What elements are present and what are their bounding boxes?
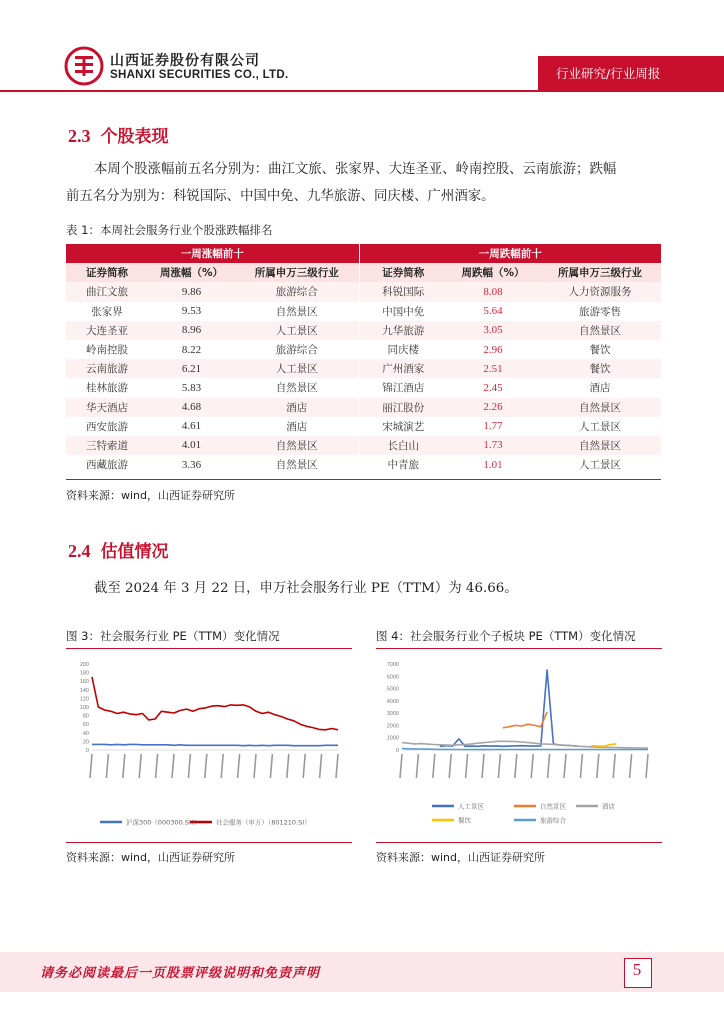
table-cell: 酒店	[235, 417, 359, 436]
x-tick-mark	[466, 754, 468, 778]
section-title-text: 估值情况	[100, 542, 169, 562]
series-line	[92, 744, 338, 745]
x-tick-mark	[564, 754, 566, 778]
y-tick-label: 80	[82, 713, 89, 720]
y-tick-label: 140	[79, 687, 89, 694]
table-cell: 餐饮	[539, 359, 661, 378]
table-cell: 8.08	[447, 282, 539, 301]
company-name-cn: 山西证券股份有限公司	[110, 53, 260, 69]
table-cell: 自然景区	[235, 302, 359, 321]
x-tick-mark	[172, 754, 174, 778]
x-tick-mark	[482, 754, 484, 778]
y-tick-label: 180	[79, 670, 89, 677]
y-tick-label: 120	[79, 696, 89, 703]
legend-label: 餐饮	[458, 816, 471, 825]
x-tick-mark	[123, 754, 125, 778]
header-divider	[0, 90, 724, 92]
table-cell: 人工景区	[539, 455, 661, 474]
footer-disclaimer: 请务必阅读最后一页股票评级说明和免责声明	[40, 966, 321, 981]
table-row	[66, 398, 661, 417]
figure4-top-rule	[376, 648, 662, 649]
table-cell: 人力资源服务	[539, 282, 661, 301]
x-tick-mark	[320, 754, 322, 778]
table-cell: 自然景区	[539, 436, 661, 455]
column-header: 所属申万三级行业	[235, 263, 359, 282]
figure4-chart	[376, 654, 662, 834]
table-row	[66, 417, 661, 436]
x-tick-mark	[205, 754, 207, 778]
table-cell: 旅游综合	[235, 282, 359, 301]
table-cell: 旅游综合	[235, 340, 359, 359]
table-cell: 锦江酒店	[359, 378, 447, 397]
x-tick-mark	[630, 754, 632, 778]
table-cell: 中国中免	[359, 302, 447, 321]
x-tick-mark	[303, 754, 305, 778]
x-tick-mark	[287, 754, 289, 778]
y-tick-label: 6000	[386, 674, 399, 681]
x-tick-mark	[221, 754, 223, 778]
table-cell: 长白山	[359, 436, 447, 455]
x-tick-mark	[433, 754, 435, 778]
y-tick-label: 1000	[386, 735, 399, 742]
table-cell: 4.68	[148, 398, 235, 417]
table-row	[66, 436, 661, 455]
table-cell: 人工景区	[539, 417, 661, 436]
series-line	[402, 749, 648, 750]
series-line	[503, 712, 547, 728]
table-cell: 曲江文旅	[66, 282, 148, 301]
section-title-stock-performance	[68, 122, 169, 147]
figure3-top-rule	[66, 648, 352, 649]
table-cell: 酒店	[539, 378, 661, 397]
table-row	[66, 302, 661, 321]
x-tick-mark	[531, 754, 533, 778]
column-header: 所属申万三级行业	[539, 263, 661, 282]
table-cell: 2.96	[447, 340, 539, 359]
gain-group-header: 一周涨幅前十	[66, 244, 359, 263]
table-cell: 宋城演艺	[359, 417, 447, 436]
table-cell: 自然景区	[235, 378, 359, 397]
y-tick-label: 7000	[386, 662, 399, 668]
y-tick-label: 100	[79, 705, 89, 711]
table-cell: 科锐国际	[359, 282, 447, 301]
table-cell: 桂林旅游	[66, 378, 148, 397]
y-tick-label: 40	[82, 730, 89, 737]
table-caption: 表 1：本周社会服务行业个股涨跌幅排名	[66, 223, 273, 237]
y-tick-label: 5000	[386, 686, 399, 693]
y-tick-label: 200	[79, 662, 89, 668]
x-tick-mark	[90, 754, 92, 778]
legend-label: 社会服务（申万）（801210.SI）	[216, 818, 311, 827]
section-title-valuation	[68, 537, 169, 562]
figure3-chart	[66, 654, 352, 834]
table-cell: 2.26	[447, 398, 539, 417]
x-tick-mark	[449, 754, 451, 778]
figure4-source: 资料来源：wind，山西证券研究所	[376, 851, 546, 864]
table-bottom-rule	[66, 479, 661, 480]
table-cell: 5.83	[148, 378, 235, 397]
column-header: 周涨幅（%）	[148, 263, 235, 282]
table-cell: 西安旅游	[66, 417, 148, 436]
table-cell: 中青旅	[359, 455, 447, 474]
table-cell: 三特索道	[66, 436, 148, 455]
table-row	[66, 455, 661, 474]
report-type-tag: 行业研究/行业周报	[556, 66, 661, 81]
x-tick-mark	[400, 754, 402, 778]
page-number: 5	[632, 960, 642, 979]
table-cell: 3.36	[148, 455, 235, 474]
paragraph-line: 前五名分为别为：科锐国际、中国中免、九华旅游、同庆楼、广州酒家。	[66, 189, 495, 204]
x-tick-mark	[238, 754, 240, 778]
table-cell: 华天酒店	[66, 398, 148, 417]
table-cell: 旅游零售	[539, 302, 661, 321]
figure4-caption: 图 4：社会服务行业个子板块 PE（TTM）变化情况	[376, 629, 636, 643]
y-tick-label: 3000	[386, 711, 399, 718]
table-cell: 1.77	[447, 417, 539, 436]
y-tick-label: 0	[395, 748, 399, 754]
table-cell: 大连圣亚	[66, 321, 148, 340]
section-number: 2.3	[68, 126, 91, 146]
x-tick-mark	[336, 754, 338, 778]
y-tick-label: 160	[79, 679, 89, 686]
y-tick-label: 2000	[386, 723, 399, 730]
x-tick-mark	[498, 754, 500, 778]
table-row	[66, 340, 661, 359]
legend-label: 人工景区	[458, 802, 484, 811]
table-cell: 云南旅游	[66, 359, 148, 378]
table-cell: 自然景区	[235, 455, 359, 474]
valuation-paragraph: 截至 2024 年 3 月 22 日，申万社会服务行业 PE（TTM）为 46.66。	[94, 581, 518, 596]
table-cell: 4.01	[148, 436, 235, 455]
company-name-en: SHANXI SECURITIES CO., LTD.	[110, 69, 289, 81]
paragraph-line: 本周个股涨幅前五名分别为：曲江文旅、张家界、大连圣亚、岭南控股、云南旅游；跌幅	[94, 162, 617, 177]
table-cell: 1.73	[447, 436, 539, 455]
section-number: 2.4	[68, 541, 91, 561]
table-cell: 自然景区	[539, 398, 661, 417]
x-tick-mark	[254, 754, 256, 778]
section-title-text: 个股表现	[100, 127, 169, 147]
series-line	[440, 670, 579, 746]
column-header: 周跌幅（%）	[447, 263, 539, 282]
figure3-source: 资料来源：wind，山西证券研究所	[66, 851, 236, 864]
x-tick-mark	[270, 754, 272, 778]
table-cell: 岭南控股	[66, 340, 148, 359]
table-cell: 2.51	[447, 359, 539, 378]
x-tick-mark	[548, 754, 550, 778]
y-tick-label: 20	[82, 739, 89, 746]
table-cell: 自然景区	[235, 436, 359, 455]
x-tick-mark	[416, 754, 418, 778]
figure3-bottom-rule	[66, 842, 352, 843]
x-tick-mark	[515, 754, 517, 778]
figure4-bottom-rule	[376, 842, 662, 843]
legend-label: 自然景区	[540, 802, 566, 811]
table-cell: 9.86	[148, 282, 235, 301]
series-line	[92, 677, 338, 730]
legend-label: 酒店	[602, 802, 615, 811]
table-cell: 餐饮	[539, 340, 661, 359]
legend-label: 沪深300（000300.SH）	[126, 818, 201, 827]
stock-ranking-table	[66, 244, 661, 474]
y-tick-label: 60	[82, 722, 89, 729]
table-cell: 人工景区	[235, 321, 359, 340]
stock-performance-paragraph	[66, 156, 660, 210]
column-header: 证券简称	[66, 263, 148, 282]
loss-group-header: 一周跌幅前十	[359, 244, 661, 263]
table-cell: 九华旅游	[359, 321, 447, 340]
table-cell: 同庆楼	[359, 340, 447, 359]
table-cell: 3.05	[447, 321, 539, 340]
y-tick-label: 4000	[386, 698, 399, 705]
table-row	[66, 359, 661, 378]
table-cell: 8.96	[148, 321, 235, 340]
table-cell: 西藏旅游	[66, 455, 148, 474]
table-cell: 张家界	[66, 302, 148, 321]
table-cell: 8.22	[148, 340, 235, 359]
x-tick-mark	[646, 754, 648, 778]
table-cell: 丽江股份	[359, 398, 447, 417]
x-tick-mark	[106, 754, 108, 778]
table-cell: 5.64	[447, 302, 539, 321]
table-cell: 9.53	[148, 302, 235, 321]
x-tick-mark	[580, 754, 582, 778]
table-row	[66, 321, 661, 340]
table-cell: 6.21	[148, 359, 235, 378]
x-tick-mark	[188, 754, 190, 778]
table-cell: 1.01	[447, 455, 539, 474]
table-row	[66, 282, 661, 301]
table-cell: 广州酒家	[359, 359, 447, 378]
series-line	[591, 744, 616, 746]
table-row	[66, 378, 661, 397]
x-tick-mark	[597, 754, 599, 778]
legend-label: 旅游综合	[540, 816, 566, 825]
table-cell: 自然景区	[539, 321, 661, 340]
y-tick-label: 0	[85, 748, 89, 754]
table-cell: 人工景区	[235, 359, 359, 378]
table-source: 资料来源：wind，山西证券研究所	[66, 489, 236, 502]
figure3-caption: 图 3：社会服务行业 PE（TTM）变化情况	[66, 629, 280, 643]
x-tick-mark	[156, 754, 158, 778]
page-header	[0, 0, 724, 100]
column-header: 证券简称	[359, 263, 447, 282]
table-cell: 2.45	[447, 378, 539, 397]
table-cell: 酒店	[235, 398, 359, 417]
table-cell: 4.61	[148, 417, 235, 436]
x-tick-mark	[613, 754, 615, 778]
x-tick-mark	[139, 754, 141, 778]
shanxi-securities-logo-icon	[64, 46, 104, 86]
